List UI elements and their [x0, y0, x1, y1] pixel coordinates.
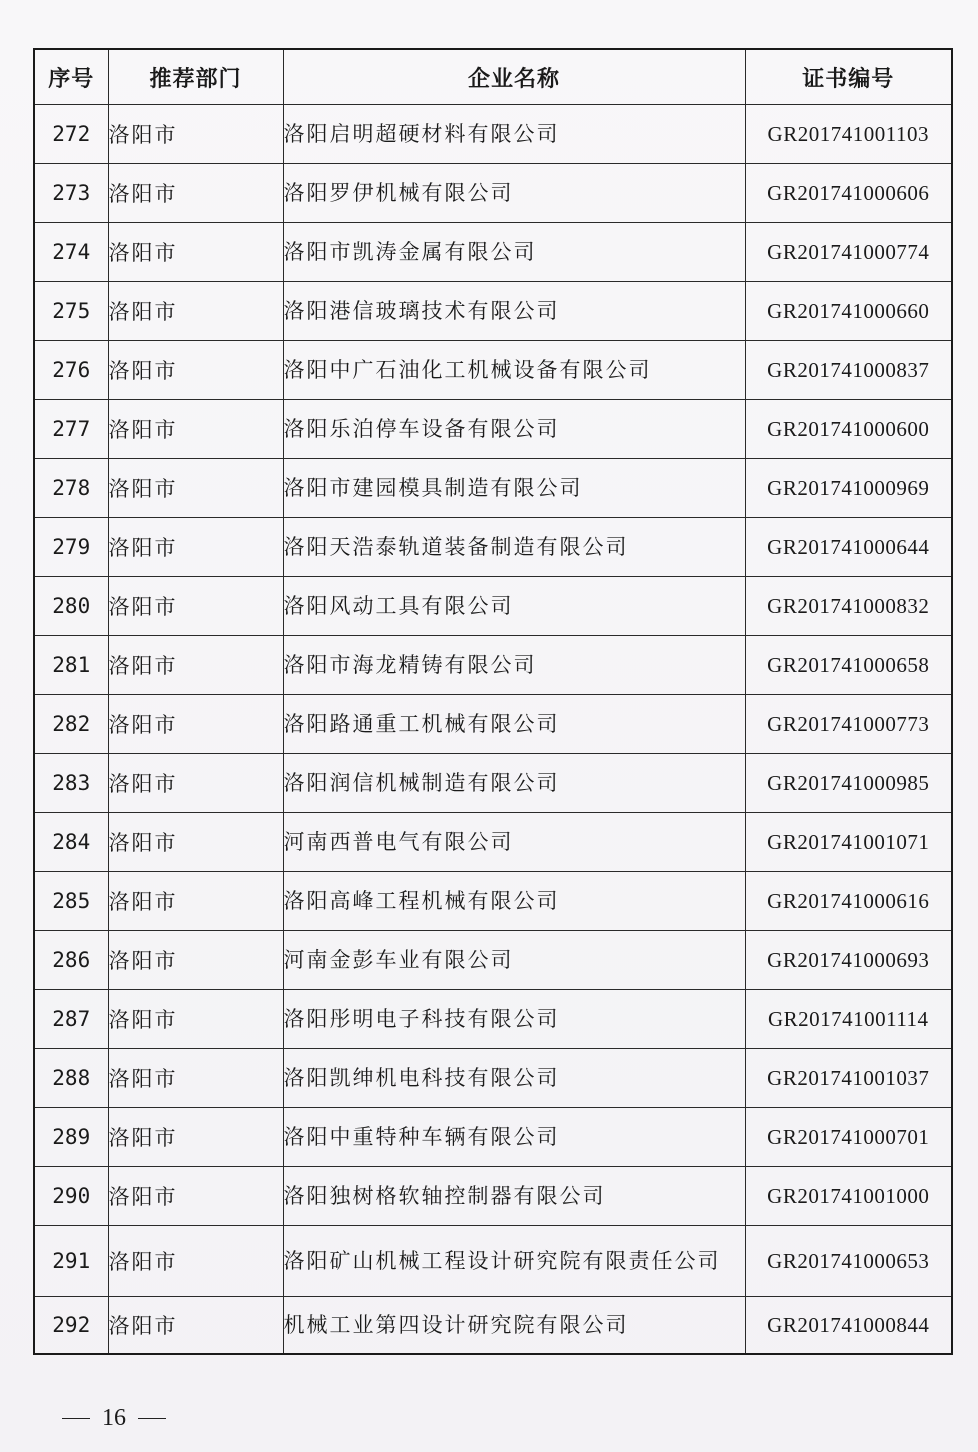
cell-serial-number: 282 — [34, 695, 108, 754]
cell-recommending-dept: 洛阳市 — [108, 518, 283, 577]
cell-recommending-dept: 洛阳市 — [108, 577, 283, 636]
cell-company-name: 洛阳中重特种车辆有限公司 — [283, 1108, 745, 1167]
cell-certificate-number: GR201741000969 — [745, 459, 952, 518]
cell-company-name: 机械工业第四设计研究院有限公司 — [283, 1297, 745, 1355]
table-row — [34, 518, 952, 577]
cell-certificate-number: GR201741000837 — [745, 341, 952, 400]
cell-serial-number: 281 — [34, 636, 108, 695]
cell-certificate-number: GR201741001114 — [745, 990, 952, 1049]
header-certificate-number: 证书编号 — [745, 49, 952, 105]
cell-serial-number: 291 — [34, 1226, 108, 1297]
cell-recommending-dept: 洛阳市 — [108, 1108, 283, 1167]
cell-serial-number: 283 — [34, 754, 108, 813]
cell-serial-number: 289 — [34, 1108, 108, 1167]
cell-certificate-number: GR201741000653 — [745, 1226, 952, 1297]
cell-serial-number: 285 — [34, 872, 108, 931]
cell-recommending-dept: 洛阳市 — [108, 459, 283, 518]
cell-company-name: 洛阳市凯涛金属有限公司 — [283, 223, 745, 282]
cell-serial-number: 276 — [34, 341, 108, 400]
page-number: 16 — [102, 1405, 126, 1431]
cell-serial-number: 275 — [34, 282, 108, 341]
cell-company-name: 洛阳风动工具有限公司 — [283, 577, 745, 636]
cell-certificate-number: GR201741000660 — [745, 282, 952, 341]
cell-recommending-dept: 洛阳市 — [108, 1226, 283, 1297]
cell-certificate-number: GR201741000606 — [745, 164, 952, 223]
cell-recommending-dept: 洛阳市 — [108, 1049, 283, 1108]
cell-company-name: 洛阳矿山机械工程设计研究院有限责任公司 — [283, 1226, 745, 1297]
cell-certificate-number: GR201741000773 — [745, 695, 952, 754]
cell-company-name: 洛阳市海龙精铸有限公司 — [283, 636, 745, 695]
table-body — [34, 105, 952, 1355]
cell-company-name: 河南金彭车业有限公司 — [283, 931, 745, 990]
cell-company-name: 洛阳天浩泰轨道装备制造有限公司 — [283, 518, 745, 577]
cell-serial-number: 286 — [34, 931, 108, 990]
table-row — [34, 636, 952, 695]
cell-certificate-number: GR201741000693 — [745, 931, 952, 990]
table-row — [34, 1049, 952, 1108]
cell-recommending-dept: 洛阳市 — [108, 931, 283, 990]
cell-recommending-dept: 洛阳市 — [108, 105, 283, 164]
cell-certificate-number: GR201741000616 — [745, 872, 952, 931]
table-row — [34, 1297, 952, 1355]
footer-dash-right — [138, 1418, 166, 1419]
cell-company-name: 洛阳港信玻璃技术有限公司 — [283, 282, 745, 341]
cell-company-name: 洛阳乐泊停车设备有限公司 — [283, 400, 745, 459]
cell-serial-number: 287 — [34, 990, 108, 1049]
cell-company-name: 洛阳润信机械制造有限公司 — [283, 754, 745, 813]
cell-serial-number: 272 — [34, 105, 108, 164]
cell-company-name: 河南西普电气有限公司 — [283, 813, 745, 872]
table-row — [34, 1226, 952, 1297]
cell-company-name: 洛阳路通重工机械有限公司 — [283, 695, 745, 754]
cell-certificate-number: GR201741000600 — [745, 400, 952, 459]
enterprise-table — [33, 48, 953, 1355]
cell-certificate-number: GR201741000985 — [745, 754, 952, 813]
cell-recommending-dept: 洛阳市 — [108, 754, 283, 813]
header-recommending-dept: 推荐部门 — [108, 49, 283, 105]
cell-serial-number: 292 — [34, 1297, 108, 1355]
cell-recommending-dept: 洛阳市 — [108, 164, 283, 223]
cell-company-name: 洛阳高峰工程机械有限公司 — [283, 872, 745, 931]
table-row — [34, 105, 952, 164]
cell-recommending-dept: 洛阳市 — [108, 282, 283, 341]
cell-serial-number: 288 — [34, 1049, 108, 1108]
table-row — [34, 341, 952, 400]
cell-certificate-number: GR201741001037 — [745, 1049, 952, 1108]
cell-serial-number: 273 — [34, 164, 108, 223]
cell-certificate-number: GR201741001071 — [745, 813, 952, 872]
footer-dash-left — [62, 1418, 90, 1419]
cell-recommending-dept: 洛阳市 — [108, 223, 283, 282]
cell-serial-number: 274 — [34, 223, 108, 282]
table-row — [34, 164, 952, 223]
cell-recommending-dept: 洛阳市 — [108, 990, 283, 1049]
cell-recommending-dept: 洛阳市 — [108, 636, 283, 695]
table-row — [34, 754, 952, 813]
table-row — [34, 813, 952, 872]
cell-recommending-dept: 洛阳市 — [108, 341, 283, 400]
table-row — [34, 1108, 952, 1167]
cell-serial-number: 284 — [34, 813, 108, 872]
cell-recommending-dept: 洛阳市 — [108, 1297, 283, 1355]
cell-company-name: 洛阳启明超硬材料有限公司 — [283, 105, 745, 164]
table-row — [34, 223, 952, 282]
cell-certificate-number: GR201741000658 — [745, 636, 952, 695]
header-company-name: 企业名称 — [283, 49, 745, 105]
header-serial-number: 序号 — [34, 49, 108, 105]
cell-certificate-number: GR201741000774 — [745, 223, 952, 282]
cell-serial-number: 290 — [34, 1167, 108, 1226]
table-row — [34, 577, 952, 636]
cell-certificate-number: GR201741000832 — [745, 577, 952, 636]
cell-certificate-number: GR201741000644 — [745, 518, 952, 577]
cell-serial-number: 277 — [34, 400, 108, 459]
cell-serial-number: 278 — [34, 459, 108, 518]
cell-recommending-dept: 洛阳市 — [108, 400, 283, 459]
cell-serial-number: 279 — [34, 518, 108, 577]
cell-company-name: 洛阳市建园模具制造有限公司 — [283, 459, 745, 518]
cell-recommending-dept: 洛阳市 — [108, 872, 283, 931]
cell-serial-number: 280 — [34, 577, 108, 636]
page-footer — [62, 1405, 166, 1432]
table-header-row — [34, 49, 952, 105]
cell-certificate-number: GR201741000701 — [745, 1108, 952, 1167]
table-row — [34, 282, 952, 341]
cell-certificate-number: GR201741001103 — [745, 105, 952, 164]
cell-company-name: 洛阳独树格软轴控制器有限公司 — [283, 1167, 745, 1226]
table-row — [34, 1167, 952, 1226]
table-row — [34, 990, 952, 1049]
cell-company-name: 洛阳彤明电子科技有限公司 — [283, 990, 745, 1049]
cell-recommending-dept: 洛阳市 — [108, 695, 283, 754]
cell-company-name: 洛阳罗伊机械有限公司 — [283, 164, 745, 223]
cell-recommending-dept: 洛阳市 — [108, 813, 283, 872]
cell-company-name: 洛阳中广石油化工机械设备有限公司 — [283, 341, 745, 400]
table-row — [34, 695, 952, 754]
table-row — [34, 872, 952, 931]
table-row — [34, 459, 952, 518]
table-row — [34, 931, 952, 990]
cell-recommending-dept: 洛阳市 — [108, 1167, 283, 1226]
cell-company-name: 洛阳凯绅机电科技有限公司 — [283, 1049, 745, 1108]
cell-certificate-number: GR201741001000 — [745, 1167, 952, 1226]
table-row — [34, 400, 952, 459]
cell-certificate-number: GR201741000844 — [745, 1297, 952, 1355]
